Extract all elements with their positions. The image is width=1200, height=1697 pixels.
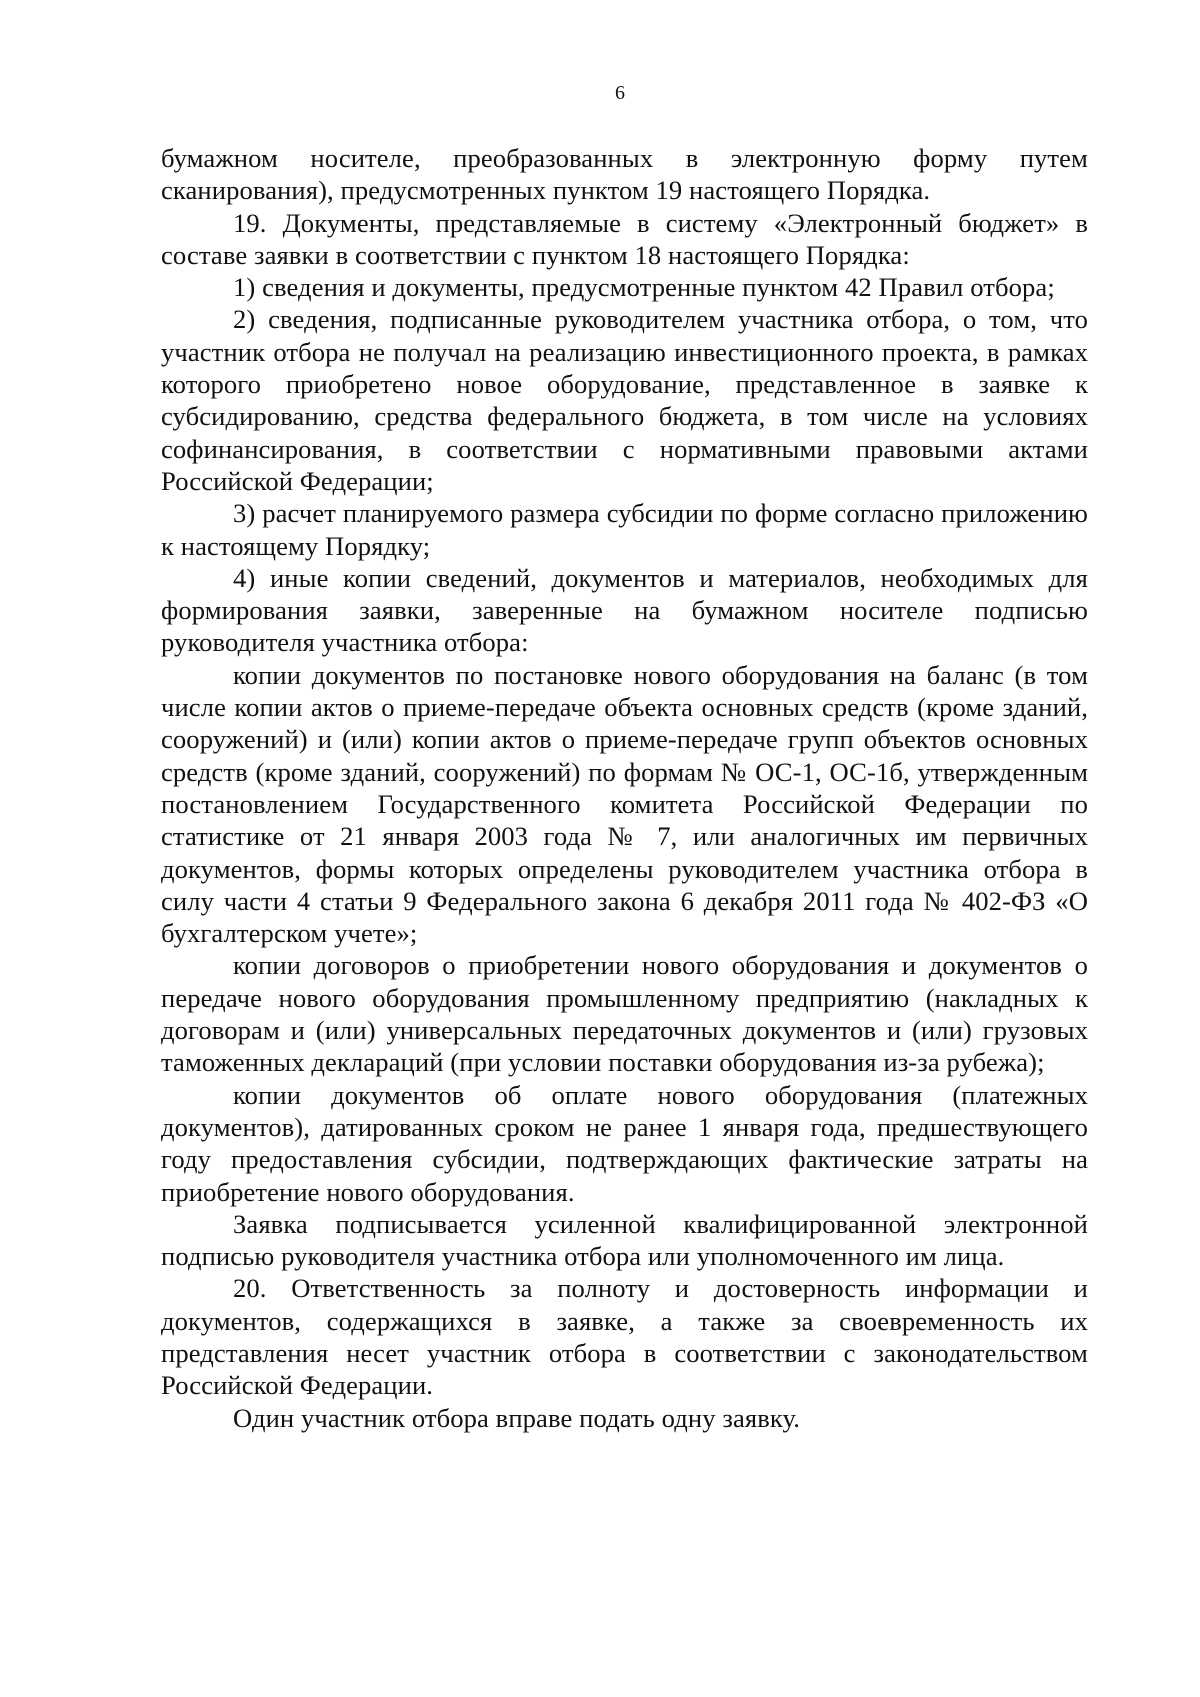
document-body xyxy=(161,142,1088,1434)
paragraph-subitem-1: 1) сведения и документы, предусмотренные пунктом 42 Правил отбора; xyxy=(233,272,1055,303)
paragraph-item-19: 19. Документы, представляемые в систему «Электронный бюджет» в составе заявки в соответствии с пунктом 18 настоящего Порядка: xyxy=(161,207,1088,270)
paragraph-subitem-4: 4) иные копии сведений, документов и материалов, необходимых для формирования заявки, заверенные на бумажном носителе подписью руководителя участника отбора: xyxy=(161,562,1088,658)
paragraph-contract-docs: копии договоров о приобретении нового оборудования и документов о передаче нового оборудования промышленному предприятию (накладных к договорам и (или) универсальных передаточных документов и (или) грузовых таможенных деклараций (при условии поставки оборудования из-за рубежа); xyxy=(161,950,1088,1078)
paragraph-continuation: бумажном носителе, преобразованных в электронную форму путем сканирования), предусмотренных пунктом 19 настоящего Порядка. xyxy=(161,143,1088,206)
page-number: 6 xyxy=(615,82,625,104)
paragraph-one-application: Один участник отбора вправе подать одну заявку. xyxy=(233,1402,800,1433)
paragraph-subitem-3: 3) расчет планируемого размера субсидии по форме согласно приложению к настоящему Порядку; xyxy=(161,498,1088,561)
paragraph-payment-docs: копии документов об оплате нового оборудования (платежных документов), датированных сроком не ранее 1 января года, предшествующего году предоставления субсидии, подтверждающих фактические затраты на приобретение нового оборудования. xyxy=(161,1079,1088,1207)
paragraph-balance-docs: копии документов по постановке нового оборудования на баланс (в том числе копии актов о приеме-передаче объекта основных средств (кроме зданий, сооружений) и (или) копии актов о приеме-передаче групп объектов основных средств (кроме зданий, сооружений) по формам № ОС-1, ОС-1б, утвержденным постановлением Государственного комитета Российской Федерации по статистике от 21 января 2003 года № 7, или аналогичных им первичных документов, формы которых определены руководителем участника отбора в силу части 4 статьи 9 Федерального закона 6 декабря 2011 года № 402-ФЗ «О бухгалтерском учете»; xyxy=(161,659,1088,949)
paragraph-item-20: 20. Ответственность за полноту и достоверность информации и документов, содержащихся в заявке, а также за своевременность их представления несет участник отбора в соответствии с законодательством Российской Федерации. xyxy=(161,1273,1088,1401)
paragraph-signature: Заявка подписывается усиленной квалифицированной электронной подписью руководителя участника отбора или уполномоченного им лица. xyxy=(161,1208,1088,1272)
paragraph-subitem-2: 2) сведения, подписанные руководителем участника отбора, о том, что участник отбора не получал на реализацию инвестиционного проекта, в рамках которого приобретено новое оборудование, представленное в заявке к субсидированию, средства федерального бюджета, в том числе на условиях софинансирования, в соответствии с нормативными правовыми актами Российской Федерации; xyxy=(161,304,1088,496)
